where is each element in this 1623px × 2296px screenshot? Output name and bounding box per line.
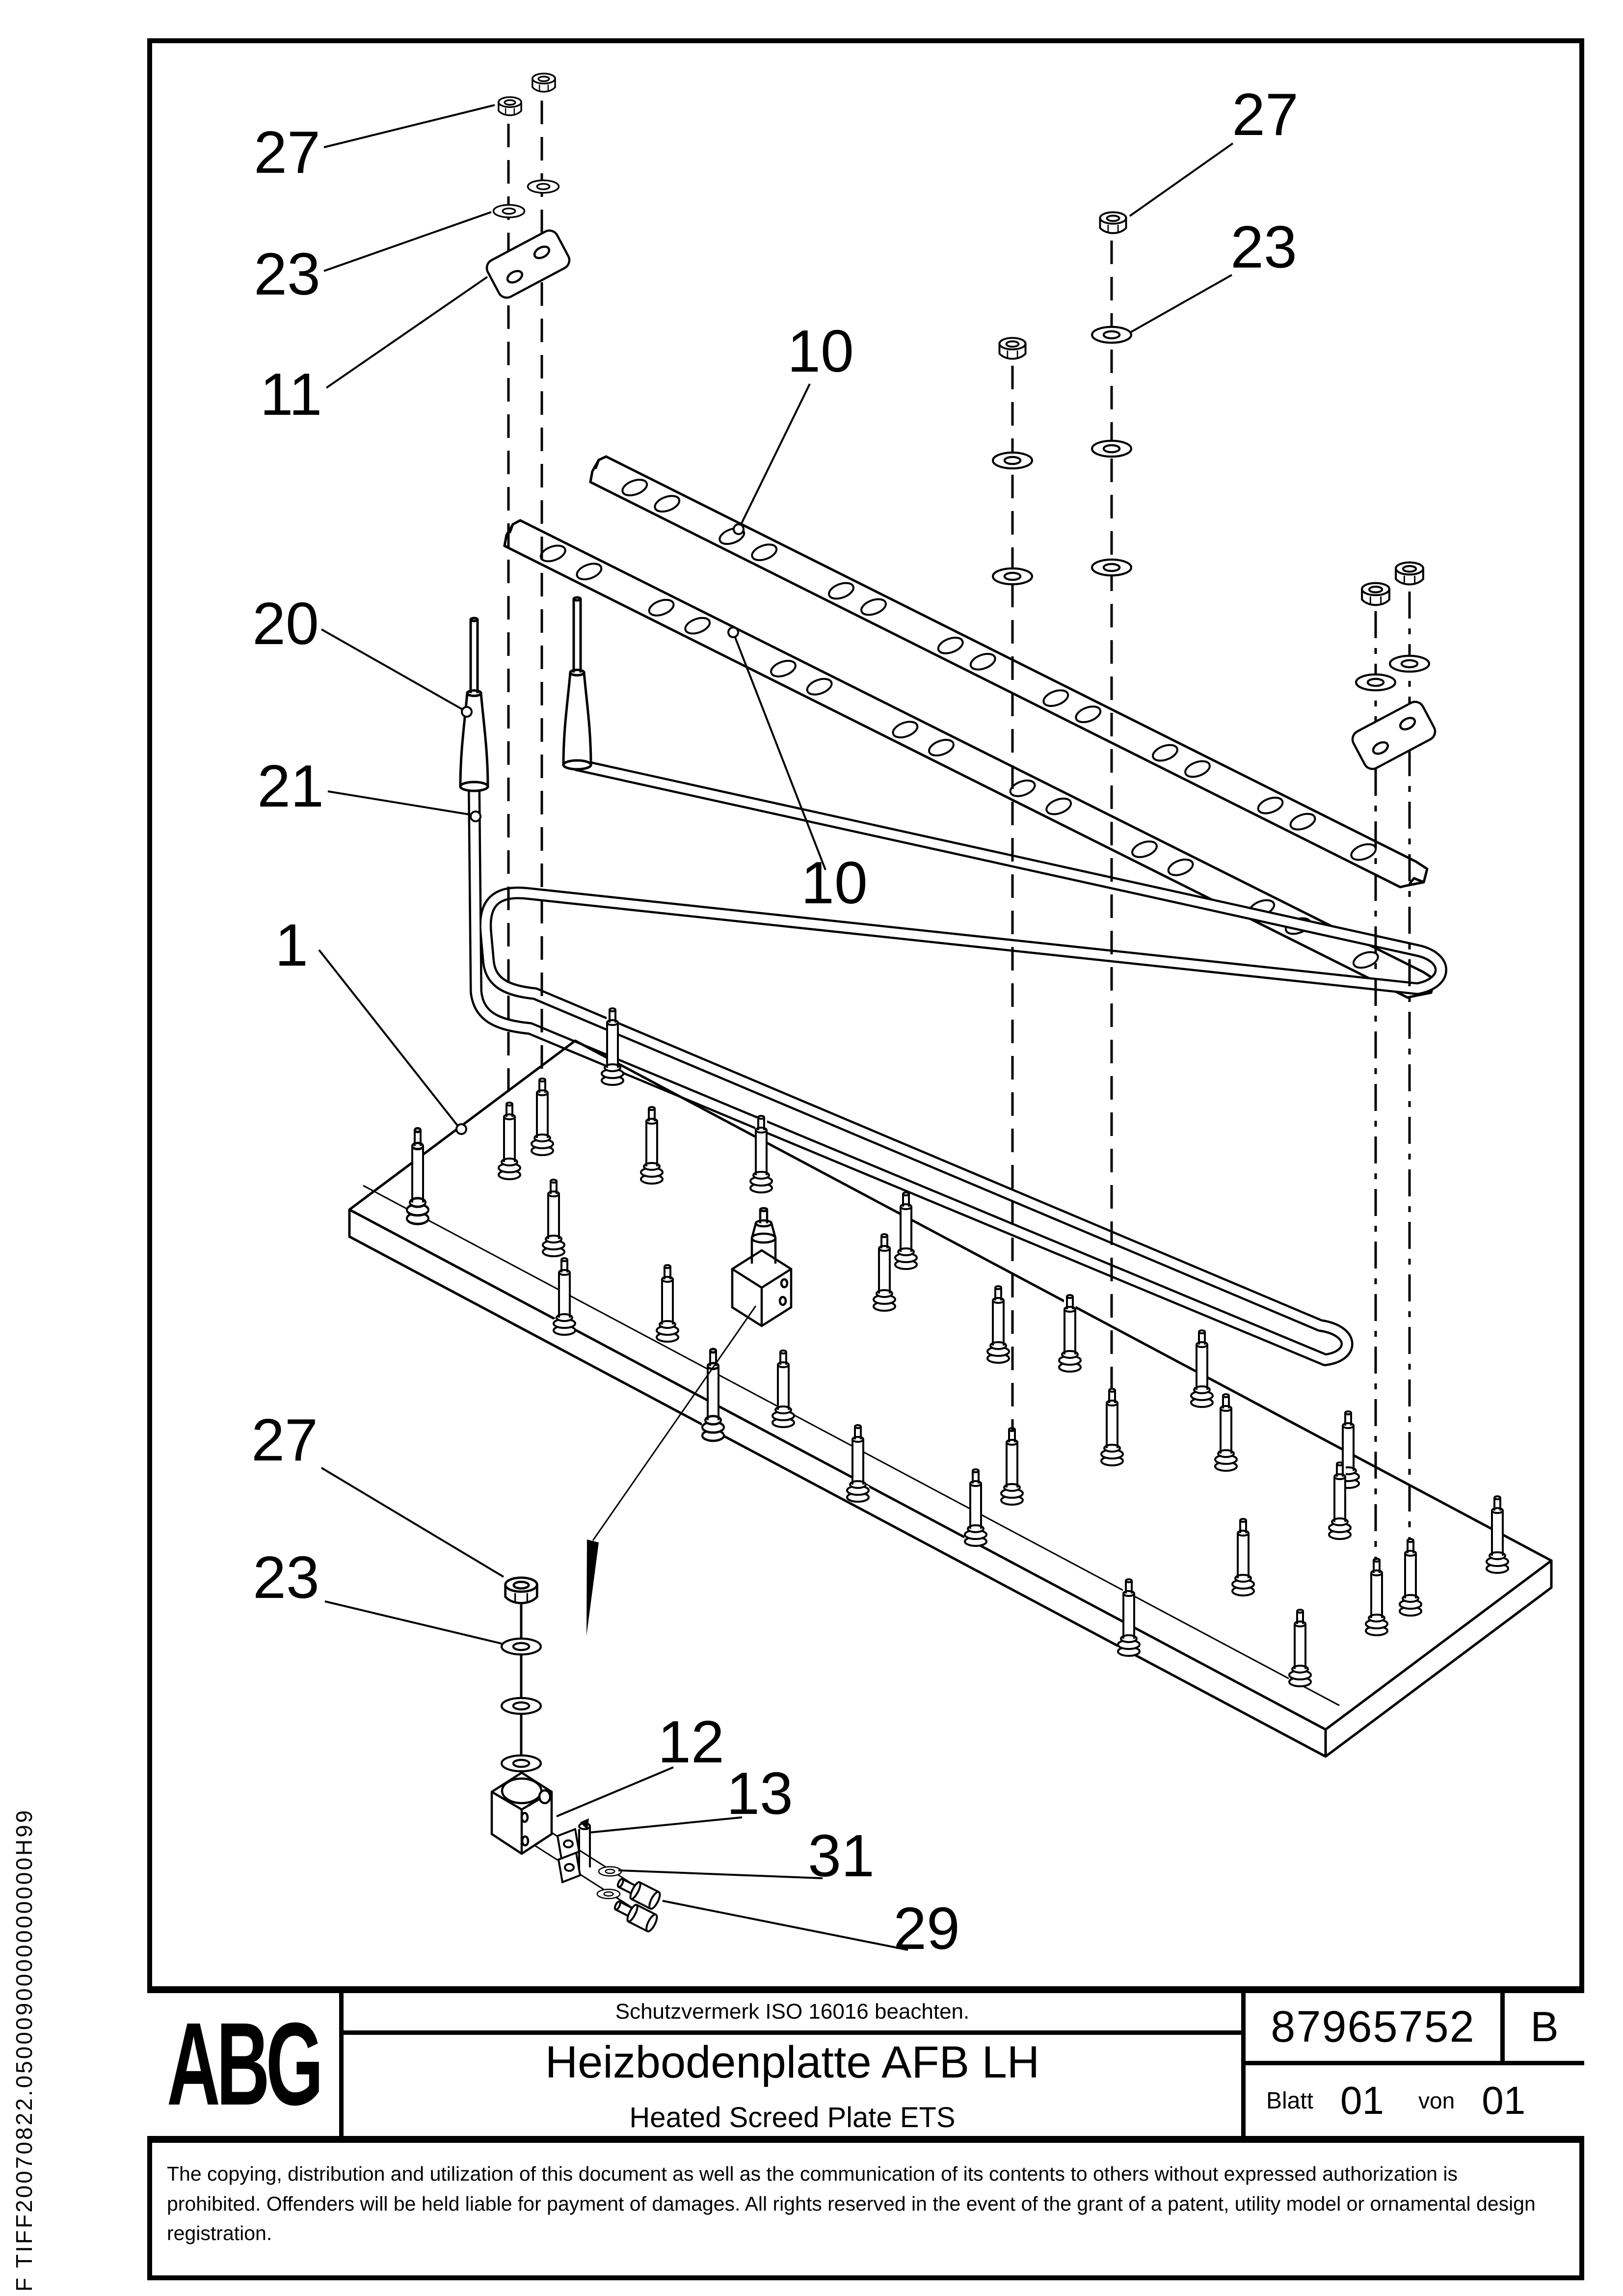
callout-27-bottom-left: 27 xyxy=(251,1406,318,1473)
sheet-count-row xyxy=(1246,2065,1584,2136)
sheet-frame xyxy=(147,38,1584,2280)
callout-20: 20 xyxy=(252,590,319,657)
callout-21: 21 xyxy=(257,753,324,819)
document-number-row xyxy=(1246,1993,1584,2065)
drawing-title-en: Heated Screed Plate ETS xyxy=(629,2102,956,2134)
callout-29: 29 xyxy=(893,1895,960,1962)
callout-1: 1 xyxy=(275,912,308,978)
callout-10-upper: 10 xyxy=(787,318,854,384)
revision-letter: B xyxy=(1530,2003,1559,2051)
drawing-titles xyxy=(344,2035,1241,2136)
manufacturer-logo xyxy=(147,1993,344,2136)
callout-23-bottom-left: 23 xyxy=(253,1544,319,1611)
sheet-total: 01 xyxy=(1482,2079,1526,2122)
callout-23-top-right: 23 xyxy=(1230,214,1297,280)
protection-note: Schutzvermerk ISO 16016 beachten. xyxy=(344,1993,1241,2035)
callout-27-top-left: 27 xyxy=(254,119,320,186)
file-reference-vertical: F TIFF20070822.0500090000000000H99 xyxy=(11,1808,37,2292)
sheet-label: Blatt xyxy=(1266,2087,1314,2114)
title-block-middle xyxy=(344,1993,1246,2136)
drawing-title-de: Heizbodenplatte AFB LH xyxy=(545,2037,1040,2087)
callout-27-top-right: 27 xyxy=(1232,81,1299,148)
of-label: von xyxy=(1418,2088,1455,2113)
document-number: 87965752 xyxy=(1246,1993,1505,2061)
callout-23-top-left: 23 xyxy=(254,241,320,307)
legal-notice: The copying, distribution and utilization of this document as well as the communication of its contents to others without expressed authorization is prohibited. Offenders will be held liable for payment of damages. All rights reserved in the event of the grant of a patent, utility model or ornamental design registration. xyxy=(167,2162,1536,2245)
callout-31: 31 xyxy=(808,1822,875,1889)
callout-12: 12 xyxy=(658,1708,724,1775)
logo-text: ABG xyxy=(166,1999,319,2130)
title-block-right xyxy=(1246,1993,1584,2136)
title-block xyxy=(147,1986,1584,2143)
sheet-number: 01 xyxy=(1340,2079,1384,2122)
callout-10-lower: 10 xyxy=(801,849,868,916)
callout-11: 11 xyxy=(260,361,322,428)
callout-13: 13 xyxy=(726,1760,793,1827)
